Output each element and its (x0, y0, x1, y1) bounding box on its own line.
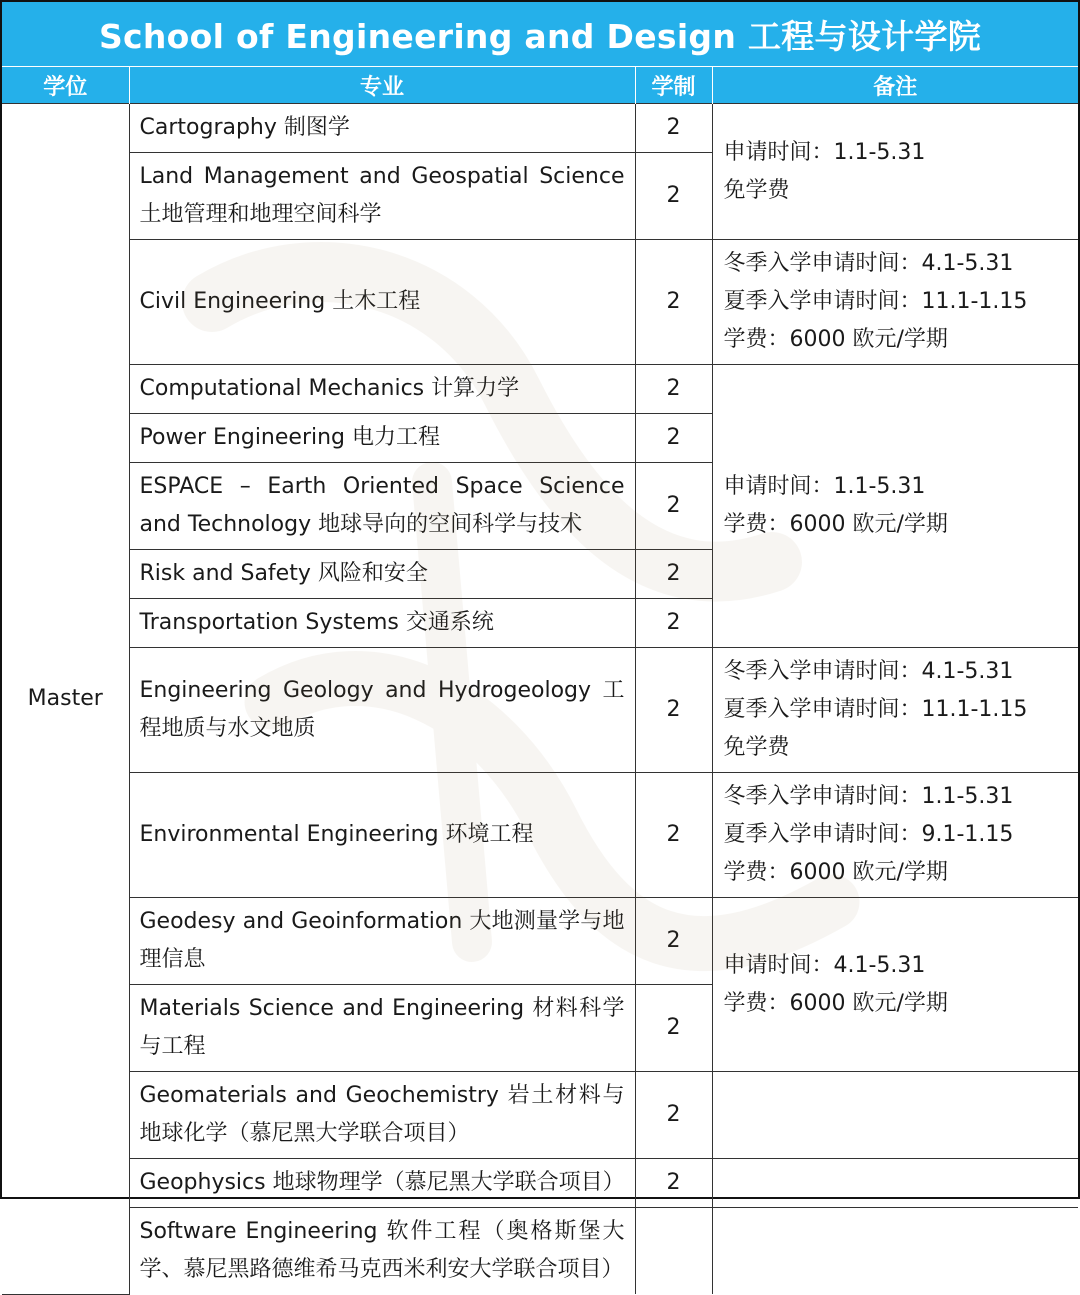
major-cell: Civil Engineering 土木工程 (129, 240, 635, 365)
duration-cell (635, 1208, 712, 1295)
note-line: 夏季入学申请时间：9.1-1.15 (723, 822, 1014, 847)
duration-cell: 2 (635, 985, 712, 1072)
notes-cell (712, 648, 1078, 773)
note-line: 冬季入学申请时间：4.1-5.31 (723, 251, 1014, 276)
duration-cell: 2 (635, 1072, 712, 1159)
table-row (2, 1159, 1078, 1208)
header-row (2, 67, 1078, 104)
duration-cell: 2 (635, 365, 712, 414)
duration-cell: 2 (635, 153, 712, 240)
header-major: 专业 (129, 67, 635, 104)
table-row (2, 1208, 1078, 1295)
major-cell: Environmental Engineering 环境工程 (129, 773, 635, 898)
note-line: 学费：6000 欧元/学期 (723, 860, 948, 885)
major-cell: Geophysics 地球物理学（慕尼黑大学联合项目） (129, 1159, 635, 1208)
table-row (2, 648, 1078, 773)
note-line: 冬季入学申请时间：1.1-5.31 (723, 784, 1014, 809)
major-cell: ESPACE – Earth Oriented Space Science and Technology 地球导向的空间科学与技术 (129, 463, 635, 550)
major-cell: Engineering Geology and Hydrogeology 工程地质与水文地质 (129, 648, 635, 773)
duration-cell: 2 (635, 463, 712, 550)
duration-cell: 2 (635, 648, 712, 773)
note-line: 夏季入学申请时间：11.1-1.15 (723, 289, 1028, 314)
major-cell: Geodesy and Geoinformation 大地测量学与地理信息 (129, 898, 635, 985)
note-line: 申请时间：1.1-5.31 (723, 139, 926, 165)
major-cell: Land Management and Geospatial Science 土地管理和地理空间科学 (129, 153, 635, 240)
duration-cell: 2 (635, 414, 712, 463)
notes-cell (712, 1159, 1078, 1208)
notes-cell (712, 104, 1078, 240)
note-line: 学费：6000 欧元/学期 (723, 990, 948, 1016)
duration-cell: 2 (635, 104, 712, 153)
note-line: 免学费 (723, 177, 790, 203)
note-line: 申请时间：4.1-5.31 (723, 952, 926, 978)
note-line: 夏季入学申请时间：11.1-1.15 (723, 697, 1028, 722)
duration-cell: 2 (635, 898, 712, 985)
duration-cell: 2 (635, 550, 712, 599)
duration-cell: 2 (635, 1159, 712, 1208)
note-line: 学费：6000 欧元/学期 (723, 512, 948, 537)
note-line: 申请时间：1.1-5.31 (723, 474, 926, 499)
table-row (2, 104, 1078, 153)
note-line: 学费：6000 欧元/学期 (723, 327, 948, 352)
table-row (2, 365, 1078, 414)
major-cell: Materials Science and Engineering 材料科学与工程 (129, 985, 635, 1072)
duration-cell: 2 (635, 240, 712, 365)
notes-cell (712, 773, 1078, 898)
note-line: 冬季入学申请时间：4.1-5.31 (723, 659, 1014, 684)
notes-cell (712, 1208, 1078, 1295)
duration-cell: 2 (635, 599, 712, 648)
major-cell: Geomaterials and Geochemistry 岩土材料与地球化学（慕尼黑大学联合项目） (129, 1072, 635, 1159)
table-row (2, 773, 1078, 898)
header-degree: 学位 (2, 67, 129, 104)
notes-cell (712, 240, 1078, 365)
program-table (2, 66, 1078, 1295)
major-cell: Risk and Safety 风险和安全 (129, 550, 635, 599)
major-cell: Computational Mechanics 计算力学 (129, 365, 635, 414)
major-cell: Transportation Systems 交通系统 (129, 599, 635, 648)
note-line: 免学费 (723, 735, 790, 760)
table-row (2, 1072, 1078, 1159)
notes-cell (712, 1072, 1078, 1159)
header-duration: 学制 (635, 67, 712, 104)
degree-cell: Master (2, 104, 129, 1295)
duration-cell: 2 (635, 773, 712, 898)
header-notes: 备注 (712, 67, 1078, 104)
notes-cell (712, 898, 1078, 1072)
major-cell: Power Engineering 电力工程 (129, 414, 635, 463)
table-row (2, 240, 1078, 365)
table-row (2, 898, 1078, 985)
major-cell: Cartography 制图学 (129, 104, 635, 153)
notes-cell (712, 365, 1078, 648)
school-title: School of Engineering and Design 工程与设计学院 (2, 2, 1078, 66)
major-cell: Software Engineering 软件工程（奥格斯堡大学、慕尼黑路德维希马克西米利安大学联合项目） (129, 1208, 635, 1295)
